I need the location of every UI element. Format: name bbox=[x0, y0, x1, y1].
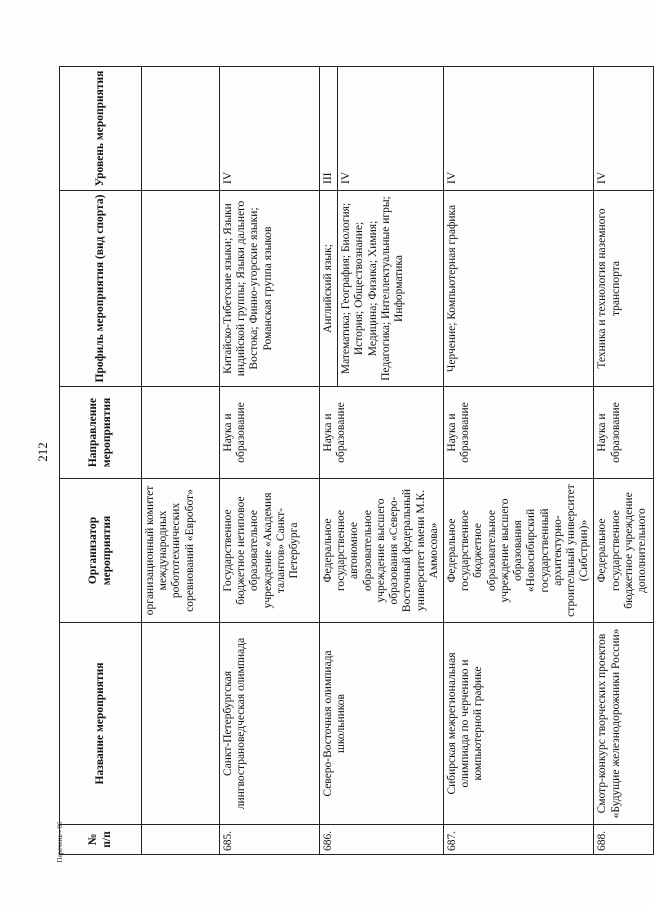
level-value: III bbox=[320, 67, 338, 190]
header-name: Название мероприятия bbox=[60, 623, 142, 825]
profile-subcell: Английский язык; bbox=[320, 191, 338, 386]
cell-organizer: Федеральное государственное бюджетное образовательное учреждение высшего образования «Новосибирский государственный архитектурно-строительный университет (Сибстрин)» bbox=[443, 479, 593, 623]
table-row-continuation bbox=[142, 67, 220, 855]
cell-name: Санкт-Петербургская лингвострановедческая олимпиада bbox=[220, 623, 320, 825]
level-value: IV bbox=[222, 171, 234, 184]
cell-direction: Наука и образование bbox=[220, 387, 320, 479]
cell-organizer: Федеральное государственное автономное образовательное учреждение высшего образования «Северо-Восточный федеральный университет имени М.К. Аммосова» bbox=[320, 479, 444, 623]
cell-profile: Техника и технология наземного транспорта bbox=[594, 191, 654, 387]
cell-direction: Наука и образование bbox=[443, 387, 593, 479]
header-organizer: Организатор мероприятия bbox=[60, 479, 142, 623]
events-table bbox=[59, 66, 654, 855]
cell-level bbox=[443, 67, 593, 191]
cell-organizer: организационный комитет международных робототехнических соревнований «Евробот» bbox=[142, 479, 220, 623]
header-level: Уровень мероприятия bbox=[60, 67, 142, 191]
cell-profile bbox=[320, 191, 444, 387]
cell-name: Северо-Восточная олимпиада школьников bbox=[320, 623, 444, 825]
header-profile: Профиль мероприятия (вид спорта) bbox=[60, 191, 142, 387]
cell-level bbox=[220, 67, 320, 191]
cell-name: Сибирская межрегиональная олимпиада по черчению и компьютерной графике bbox=[443, 623, 593, 825]
cell-direction: Наука и образование bbox=[594, 387, 654, 479]
table-row bbox=[320, 67, 444, 855]
cell-num: 685. bbox=[220, 825, 320, 855]
rotated-sheet bbox=[59, 67, 649, 855]
footer-note: Перечень - 06 bbox=[56, 821, 64, 863]
cell-num: 688. bbox=[594, 825, 654, 855]
table-row bbox=[594, 67, 654, 855]
page-number: 212 bbox=[35, 442, 50, 462]
header-num: № п/п bbox=[60, 825, 142, 855]
cell-level bbox=[594, 67, 654, 191]
cell-name: Смотр-конкурс творческих проектов «Будущие железнодорожники России» bbox=[594, 623, 654, 825]
cell-organizer: Государственное бюджетное нетиповое образовательное учреждение «Академия талантов» Санкт-Петербурга bbox=[220, 479, 320, 623]
table-header-row bbox=[60, 67, 142, 855]
header-direction: Направление мероприятия bbox=[60, 387, 142, 479]
table-row bbox=[220, 67, 320, 855]
cell-profile: Китайско-Тибетские языки; Языки индийской группы; Языки дальнего Востока; Финно-угорские языки; Романская группа языков bbox=[220, 191, 320, 387]
profile-subcell: Математика; География; Биология; История; Обществознание; Медицина; Физика; Химия; Педагогика; Интеллектуальные игры; Информатика bbox=[340, 196, 406, 381]
cell-profile: Черчение; Компьютерная графика bbox=[443, 191, 593, 387]
cell-organizer: Федеральное государственное бюджетное учреждение дополнительного bbox=[594, 479, 654, 623]
level-value: IV bbox=[445, 171, 458, 184]
level-value: IV bbox=[596, 171, 609, 184]
table-row bbox=[443, 67, 593, 855]
table-frame bbox=[59, 67, 649, 855]
cell-level bbox=[320, 67, 444, 191]
cell-num: 686. bbox=[320, 825, 444, 855]
level-value: IV bbox=[340, 171, 353, 184]
cell-direction: Наука и образование bbox=[320, 387, 444, 479]
cell-num: 687. bbox=[443, 825, 593, 855]
